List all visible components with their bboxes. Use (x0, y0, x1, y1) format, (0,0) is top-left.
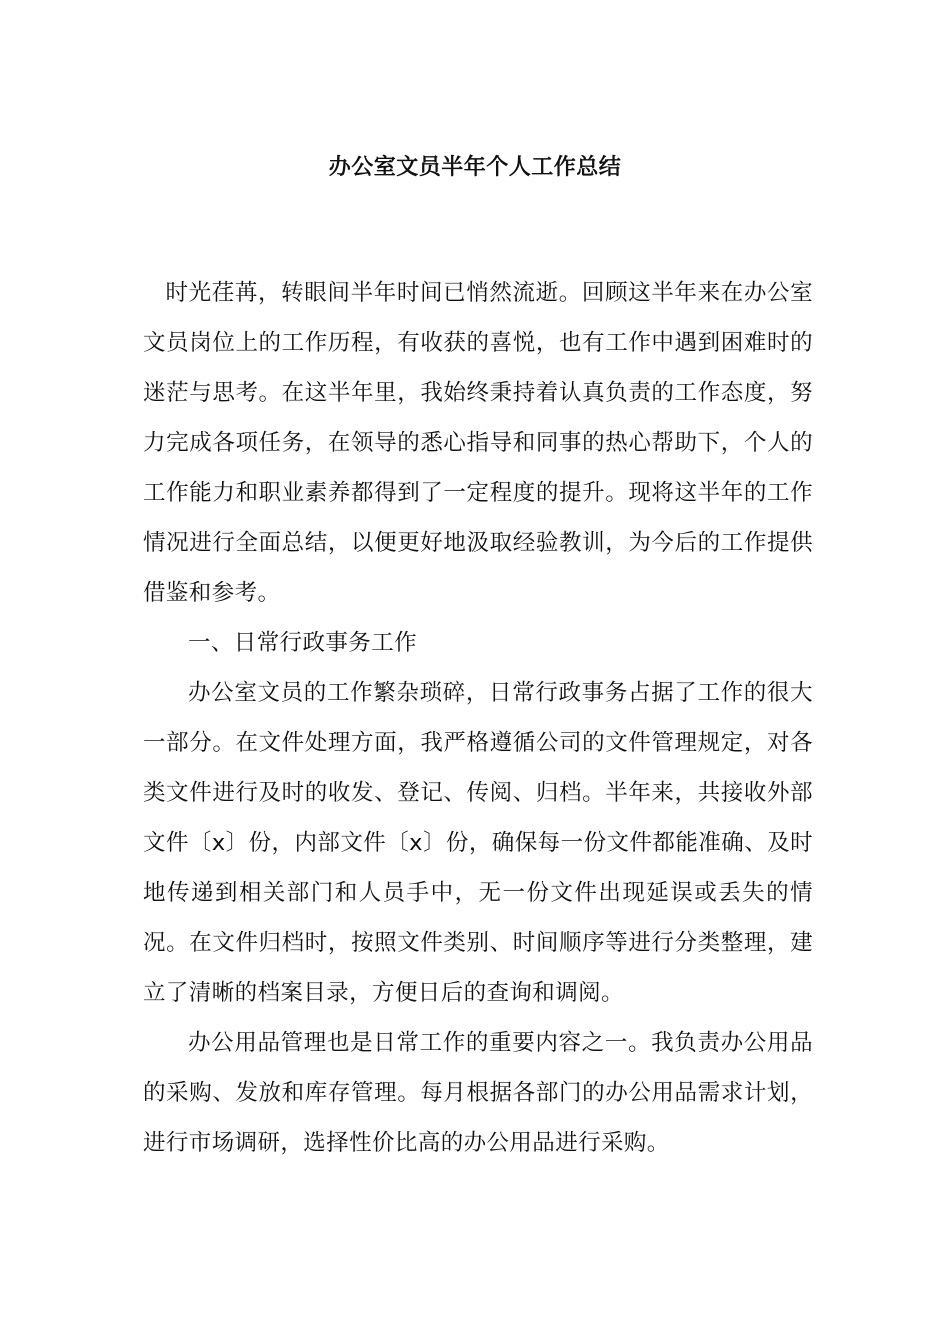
section-paragraph-file-handling: 办公室文员的工作繁杂琐碎，日常行政事务占据了工作的很大一部分。在文件处理方面，我严格遵循公司的文件管理规定，对各类文件进行及时的收发、登记、传阅、归档。半年来，共接收外部文件〔x〕份，内部文件〔x〕份，确保每一份文件都能准确、及时地传递到相关部门和人员手中，无一份文件出现延误或丢失的情况。在文件归档时，按照文件类别、时间顺序等进行分类整理，建立了清晰的档案目录，方便日后的查询和调阅。 (143, 680, 813, 1006)
document-body (143, 268, 813, 1168)
document-title: 办公室文员半年个人工作总结 (328, 155, 622, 180)
section-paragraph-office-supplies: 办公用品管理也是日常工作的重要内容之一。我负责办公用品的采购、发放和库存管理。每月根据各部门的办公用品需求计划，进行市场调研，选择性价比高的办公用品进行采购。 (143, 1030, 813, 1156)
intro-paragraph: 时光荏苒，转眼间半年时间已悄然流逝。回顾这半年来在办公室文员岗位上的工作历程，有收获的喜悦，也有工作中遇到困难时的迷茫与思考。在这半年里，我始终秉持着认真负责的工作态度，努力完成各项任务，在领导的悉心指导和同事的热心帮助下，个人的工作能力和职业素养都得到了一定程度的提升。现将这半年的工作情况进行全面总结，以便更好地汲取经验教训，为今后的工作提供借鉴和参考。 (143, 280, 813, 606)
section-heading-daily-admin: 一、日常行政事务工作 (188, 630, 418, 656)
